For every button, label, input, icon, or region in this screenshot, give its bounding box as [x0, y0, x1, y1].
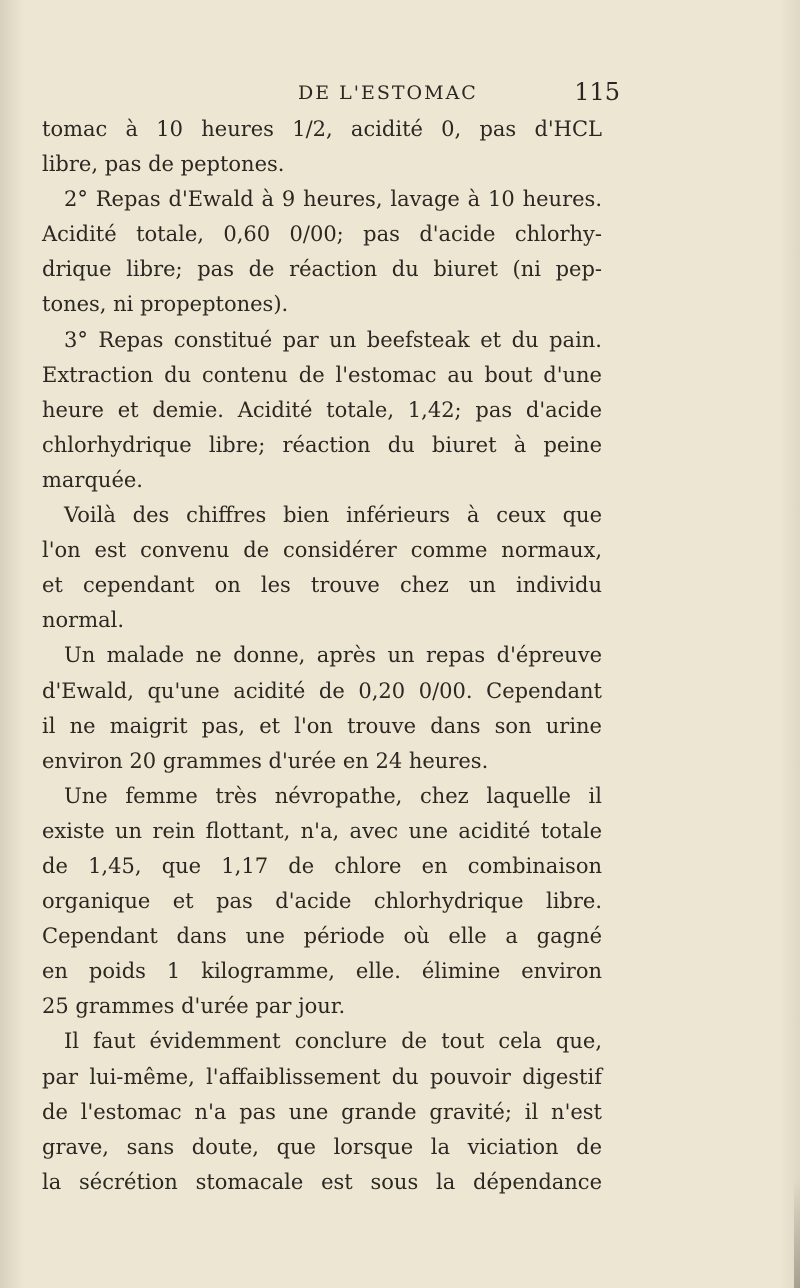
text-line: 25 grammes d'urée par jour. [42, 994, 346, 1019]
text-line: chlorhydrique libre; réaction du biuret à peine [42, 432, 602, 457]
text-line: d'Ewald, qu'une acidité de 0,20 0/00. Cependant [42, 678, 602, 703]
page-number: 115 [574, 78, 620, 106]
text-line: de 1,45, que 1,17 de chlore en combinaison [42, 853, 602, 878]
text-line: la sécrétion stomacale est sous la dépendance [42, 1169, 602, 1194]
page-header [250, 78, 620, 108]
text-line: Voilà des chiffres bien inférieurs à ceux que [64, 503, 602, 528]
text-line: environ 20 grammes d'urée en 24 heures. [42, 748, 489, 773]
text-line: Acidité totale, 0,60 0/00; pas d'acide chlorhy- [42, 222, 602, 247]
page-edge-shadow [794, 1180, 800, 1288]
text-line: en poids 1 kilogramme, elle. élimine environ [42, 959, 602, 984]
text-line: 2° Repas d'Ewald à 9 heures, lavage à 10 heures. [64, 187, 602, 212]
text-line: Il faut évidemment conclure de tout cela que, [64, 1029, 602, 1054]
text-line: existe un rein flottant, n'a, avec une acidité totale [42, 818, 602, 843]
text-line: de l'estomac n'a pas une grande gravité; il n'est [42, 1099, 602, 1124]
text-line: par lui-même, l'affaiblissement du pouvoir digestif [42, 1064, 602, 1089]
text-line: et cependant on les trouve chez un individu [42, 573, 602, 598]
text-line: il ne maigrit pas, et l'on trouve dans son urine [42, 713, 602, 738]
body-text [42, 112, 602, 1200]
text-line: Une femme très névropathe, chez laquelle il [64, 783, 602, 808]
text-line: libre, pas de peptones. [42, 152, 285, 177]
text-line: l'on est convenu de considérer comme normaux, [42, 538, 602, 563]
text-line: Extraction du contenu de l'estomac au bout d'une [42, 362, 602, 387]
running-title: DE L'ESTOMAC [298, 82, 478, 104]
text-line: marquée. [42, 467, 143, 492]
text-line: heure et demie. Acidité totale, 1,42; pas d'acide [42, 397, 602, 422]
text-line: grave, sans doute, que lorsque la viciation de [42, 1134, 602, 1159]
text-line: tones, ni propeptones). [42, 292, 289, 317]
text-line: drique libre; pas de réaction du biuret (ni pep- [42, 257, 602, 282]
text-line: organique et pas d'acide chlorhydrique libre. [42, 889, 602, 914]
text-line: tomac à 10 heures 1/2, acidité 0, pas d'HCL [42, 117, 602, 141]
text-line: Cependant dans une période où elle a gagné [42, 924, 602, 949]
text-line: normal. [42, 608, 125, 633]
text-line: Un malade ne donne, après un repas d'épreuve [64, 643, 602, 668]
text-line: 3° Repas constitué par un beefsteak et du pain. [64, 327, 602, 352]
